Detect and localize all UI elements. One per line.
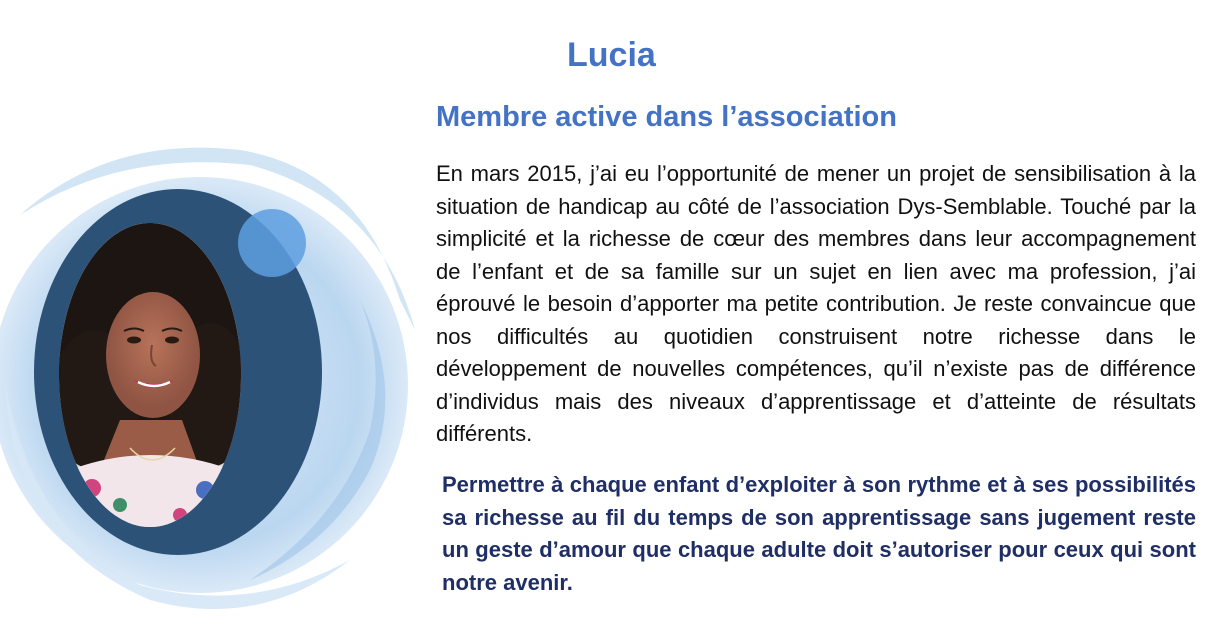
person-name: Lucia bbox=[567, 36, 656, 74]
testimonial-text: En mars 2015, j’ai eu l’opportunité de mener un projet de sensibilisation à la situation de handicap au côté de l’association Dys-Semblable. Touché par la simplicité et la richesse de cœur des membres dans leur accompagnement de l’enfant et de sa famille sur un sujet en lien avec ma profession, j’ai éprouvé le besoin d’apporter ma petite contribution. Je reste convaincue que nos difficultés au quotidien construisent notre richesse dans le développement de nouvelles compétences, qu’il n’existe pas de différence d’individus mais des niveaux d’apprentissage et d’atteinte de résultats différents. bbox=[436, 161, 1196, 446]
highlight-quote: Permettre à chaque enfant d’exploiter à son rythme et à ses possibilités sa richesse au fil du temps de son apprentissage sans jugement reste un geste d’amour que chaque adulte doit s’autoriser pour ceux qui sont notre avenir. bbox=[442, 472, 1196, 595]
person-role: Membre active dans l’association bbox=[436, 101, 897, 133]
accent-circle bbox=[238, 209, 306, 277]
portrait-decoration bbox=[0, 0, 420, 627]
